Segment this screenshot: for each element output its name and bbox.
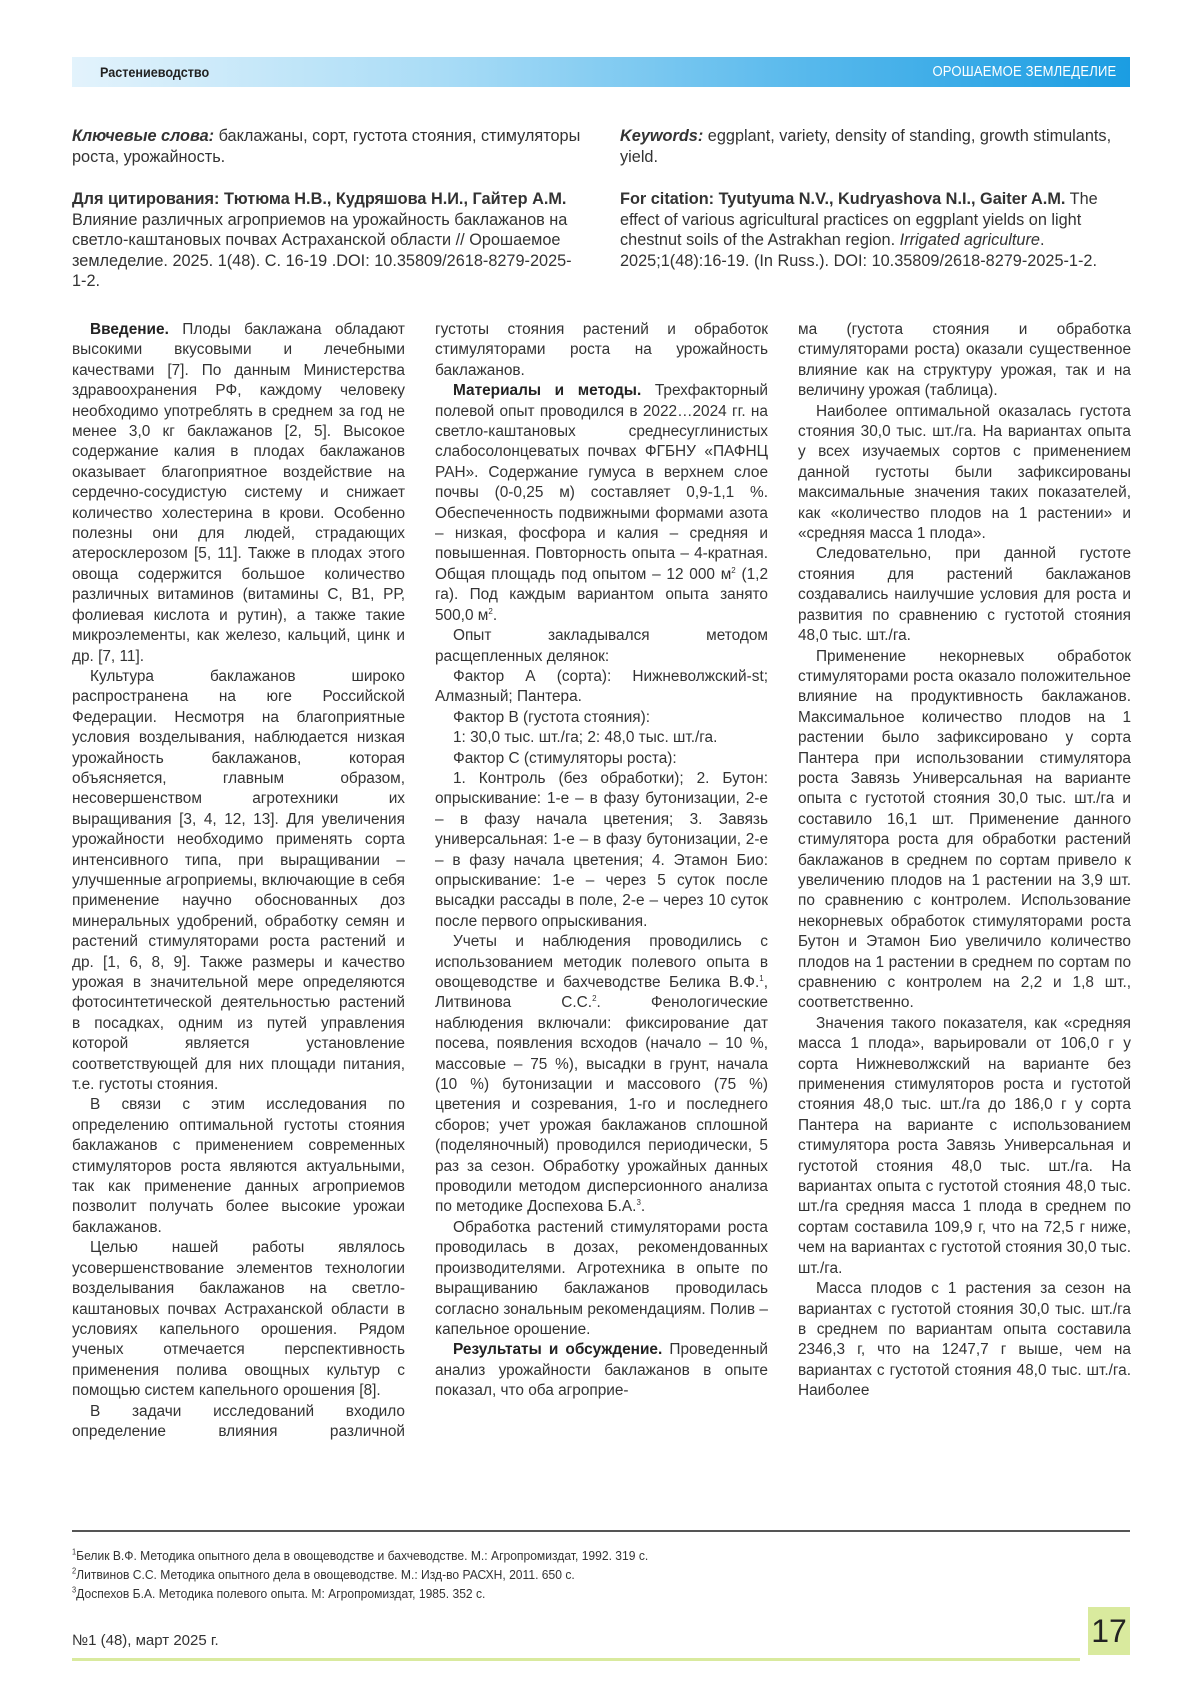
footnote: 3Доспехов Б.А. Методика полевого опыта. М: Агропромиздат, 1985. 352 с.: [72, 1584, 648, 1603]
paragraph: Значения такого показателя, как «средняя масса 1 плода», варьировали от 106,0 г у сорта Нижневолжский на варианте без применения стимуляторов роста и густотой стояния 48,0 тыс. шт./га до 186,0 г у сорта Пантера на варианте с использованием стимулятора роста Завязь Универсальная и густотой стояния 48,0 тыс. шт./га. На вариантах опыта с густотой стояния 48,0 тыс. шт./га средняя масса 1 плода в среднем по сортам составила 109,9 г, что на 72,5 г ниже, чем на вариантах с густотой стояния 30,0 тыс. шт./га.: [798, 1014, 1131, 1279]
paragraph: В связи с этим исследования по определению оптимальной густоты стояния баклажанов с применением современных стимуляторов роста являются актуальными, так как применение данных агроприемов позволит получать более высокие урожаи баклажанов.: [72, 1095, 405, 1238]
paragraph: густоты стояния растений и обработок стимуляторами роста на урожайность баклажанов.: [435, 320, 768, 381]
citation-en: For citation: Tyutyuma N.V., Kudryashova N.I., Gaiter A.M. The effect of various agricultural practices on eggplant yields on light chestnut soils of the Astrakhan region. Irrigated agriculture. 2025;1(48):16-19. (In Russ.). DOI: 10.35809/2618-8279-2025-1-2.: [620, 189, 1130, 271]
paragraph: Следовательно, при данной густоте стояния для растений баклажанов создавались наилучшие условия для роста и развития по сравнению с густотой стояния 48,0 тыс. шт./га.: [798, 544, 1131, 646]
paragraph: Опыт закладывался методом расщепленных делянок:: [435, 626, 768, 667]
column-3: [798, 320, 1131, 1442]
page-number: 17: [1088, 1607, 1130, 1655]
issue-info: №1 (48), март 2025 г.: [72, 1632, 219, 1649]
paragraph: Учеты и наблюдения проводились с использованием методик полевого опыта в овощеводстве и бахчеводстве Белика В.Ф.1, Литвинова С.С.2. Фенологические наблюдения включали: фиксирование дат посева, появления всходов (начало – 10 %, массовые – 75 %), высадки в грунт, начала (10 %) бутонизации и массового (75 %) цветения и созревания, 1-го и последнего сборов; учет урожая баклажанов сплошной (поделяночный) проводился периодически, 5 раз за сезон. Обработку урожайных данных проводили методом дисперсионного анализа по методике Доспехова Б.А.3.: [435, 932, 768, 1218]
footnote-divider: [72, 1530, 1130, 1532]
paragraph: ма (густота стояния и обработка стимуляторами роста) оказали существенное влияние как на структуру урожая, так и на величину урожая (таблица).: [798, 320, 1131, 402]
results-paragraph: Результаты и обсуждение. Проведенный анализ урожайности баклажанов в опыте показал, что оба агроприе-: [435, 1340, 768, 1401]
paragraph: Целью нашей работы являлось усовершенствование элементов технологии возделывания баклажанов на светло-каштановых почвах Астраханской области в условиях капельного орошения. Рядом ученых отмечается перспективность применения полива овощных культур с помощью систем капельного орошения [8].: [72, 1238, 405, 1401]
section-name: Растениеводство: [100, 64, 209, 80]
footnote: 2Литвинов С.С. Методика опытного дела в овощеводстве. М.: Изд-во РАСХН, 2011. 650 с.: [72, 1565, 648, 1584]
meta-ru: [72, 126, 582, 314]
column-2: [435, 320, 768, 1442]
paragraph: Фактор С (стимуляторы роста):: [435, 749, 768, 769]
paragraph: Наиболее оптимальной оказалась густота стояния 30,0 тыс. шт./га. На вариантах опыта у всех изучаемых сортов с применением данной густоты были зафиксированы максимальные значения таких показателей, как «количество плодов на 1 растении» и «средняя масса 1 плода».: [798, 402, 1131, 545]
column-1: [72, 320, 405, 1442]
footnote: 1Белик В.Ф. Методика опытного дела в овощеводстве и бахчеводстве. М.: Агропромиздат, 1992. 319 с.: [72, 1546, 648, 1565]
meta-en: [620, 126, 1130, 293]
paragraph: В задачи исследований входило определение влияния различной: [72, 1402, 405, 1443]
running-header: [72, 57, 1130, 87]
footnotes: [72, 1546, 648, 1603]
methods-paragraph: Материалы и методы. Трехфакторный полевой опыт проводился в 2022…2024 гг. на светло-каштановых среднесуглинистых слабосолонцеватых почвах ФГБНУ «ПАФНЦ РАН». Содержание гумуса в верхнем слое почвы (0-0,25 м) составляет 0,9-1,1 %. Обеспеченность подвижными формами азота – низкая, фосфора и калия – средняя и повышенная. Повторность опыта – 4-кратная. Общая площадь под опытом – 12 000 м2 (1,2 га). Под каждым вариантом опыта занято 500,0 м2.: [435, 381, 768, 626]
paragraph: Масса плодов с 1 растения за сезон на вариантах с густотой стояния 30,0 тыс. шт./га в среднем по вариантам опыта составила 2346,3 г, что на 1247,7 г выше, чем на вариантах с густотой стояния 48,0 тыс. шт./га. Наиболее: [798, 1279, 1131, 1401]
intro-paragraph: Введение. Плоды баклажана обладают высокими вкусовыми и лечебными качествами [7]. По данным Министерства здравоохранения РФ, каждому человеку необходимо употреблять в среднем за год не менее 3,0 кг баклажанов [2, 5]. Высокое содержание калия в плодах баклажанов оказывает благоприятное воздействие на сердечно-сосудистую систему и снижает количество холестерина в крови. Особенно полезны они для людей, страдающих атеросклерозом [5, 11]. Также в плодах этого овоща содержится большое количество различных витаминов (витамины С, В1, РР, фолиевая кислота и рутин), а также такие микроэлементы, как железо, кальций, цинк и др. [7, 11].: [72, 320, 405, 667]
journal-name: ОРОШАЕМОЕ ЗЕМЛЕДЕЛИЕ: [932, 64, 1116, 80]
article-body: [72, 320, 1132, 1442]
citation-ru: Для цитирования: Тютюма Н.В., Кудряшова Н.И., Гайтер А.М. Влияние различных агроприемов на урожайность баклажанов на светло-каштановых почвах Астраханской области // Орошаемое земледелие. 2025. 1(48). С. 16-19 .DOI: 10.35809/2618-8279-2025-1-2.: [72, 189, 582, 292]
paragraph: 1: 30,0 тыс. шт./га; 2: 48,0 тыс. шт./га.: [435, 728, 768, 748]
paragraph: Фактор В (густота стояния):: [435, 708, 768, 728]
paragraph: 1. Контроль (без обработки); 2. Бутон: опрыскивание: 1-е – в фазу бутонизации, 2-е – в фазу начала цветения; 3. Завязь универсальная: 1-е – в фазу бутонизации, 2-е – в фазу начала цветения; 4. Этамон Био: опрыскивание: 1-е – через 5 суток после высадки рассады в поле, 2-е – через 10 суток после первого опрыскивания.: [435, 769, 768, 932]
paragraph: Обработка растений стимуляторами роста проводилась в дозах, рекомендованных производителями. Агротехника в опыте по выращиванию баклажанов проводилась согласно зональным рекомендациям. Полив – капельное орошение.: [435, 1218, 768, 1340]
keywords-en: Keywords: eggplant, variety, density of standing, growth stimulants, yield.: [620, 126, 1130, 167]
paragraph: Культура баклажанов широко распространена на юге Российской Федерации. Несмотря на благоприятные условия возделывания, наблюдается низкая урожайность баклажанов, которая объясняется, главным образом, несовершенством агротехники их выращивания [3, 4, 12, 13]. Для увеличения урожайности необходимо применять сорта интенсивного типа, при выращивании – улучшенные агроприемы, включающие в себя применение научно обоснованных доз минеральных удобрений, обработку семян и растений стимуляторами роста растений и др. [1, 6, 8, 9]. Также размеры и качество урожая в значительной мере определяются фотосинтетической деятельностью растений в посадках, одним из путей управления которой является установление соответствующей для них площади питания, т.е. густоты стояния.: [72, 667, 405, 1096]
footer-divider: [72, 1658, 1080, 1661]
paragraph: Применение некорневых обработок стимуляторами роста оказало положительное влияние на продуктивность баклажанов. Максимальное количество плодов на 1 растении было зафиксировано у сорта Пантера при использовании стимулятора роста Завязь Универсальная на варианте опыта с густотой стояния 30,0 тыс. шт./га и составило 16,1 шт. Применение данного стимулятора роста для обработки растений баклажанов в среднем по сортам привело к увеличению плодов на 1 растении на 3,9 шт. по сравнению с контролем. Использование некорневых обработок стимуляторами роста Бутон и Этамон Био увеличило количество плодов на 1 растении в среднем по сортам по сравнению с контролем на 2,2 и 1,8 шт., соответственно.: [798, 647, 1131, 1014]
keywords-ru: Ключевые слова: баклажаны, сорт, густота стояния, стимуляторы роста, урожайность.: [72, 126, 582, 167]
paragraph: Фактор А (сорта): Нижневолжский-st; Алмазный; Пантера.: [435, 667, 768, 708]
